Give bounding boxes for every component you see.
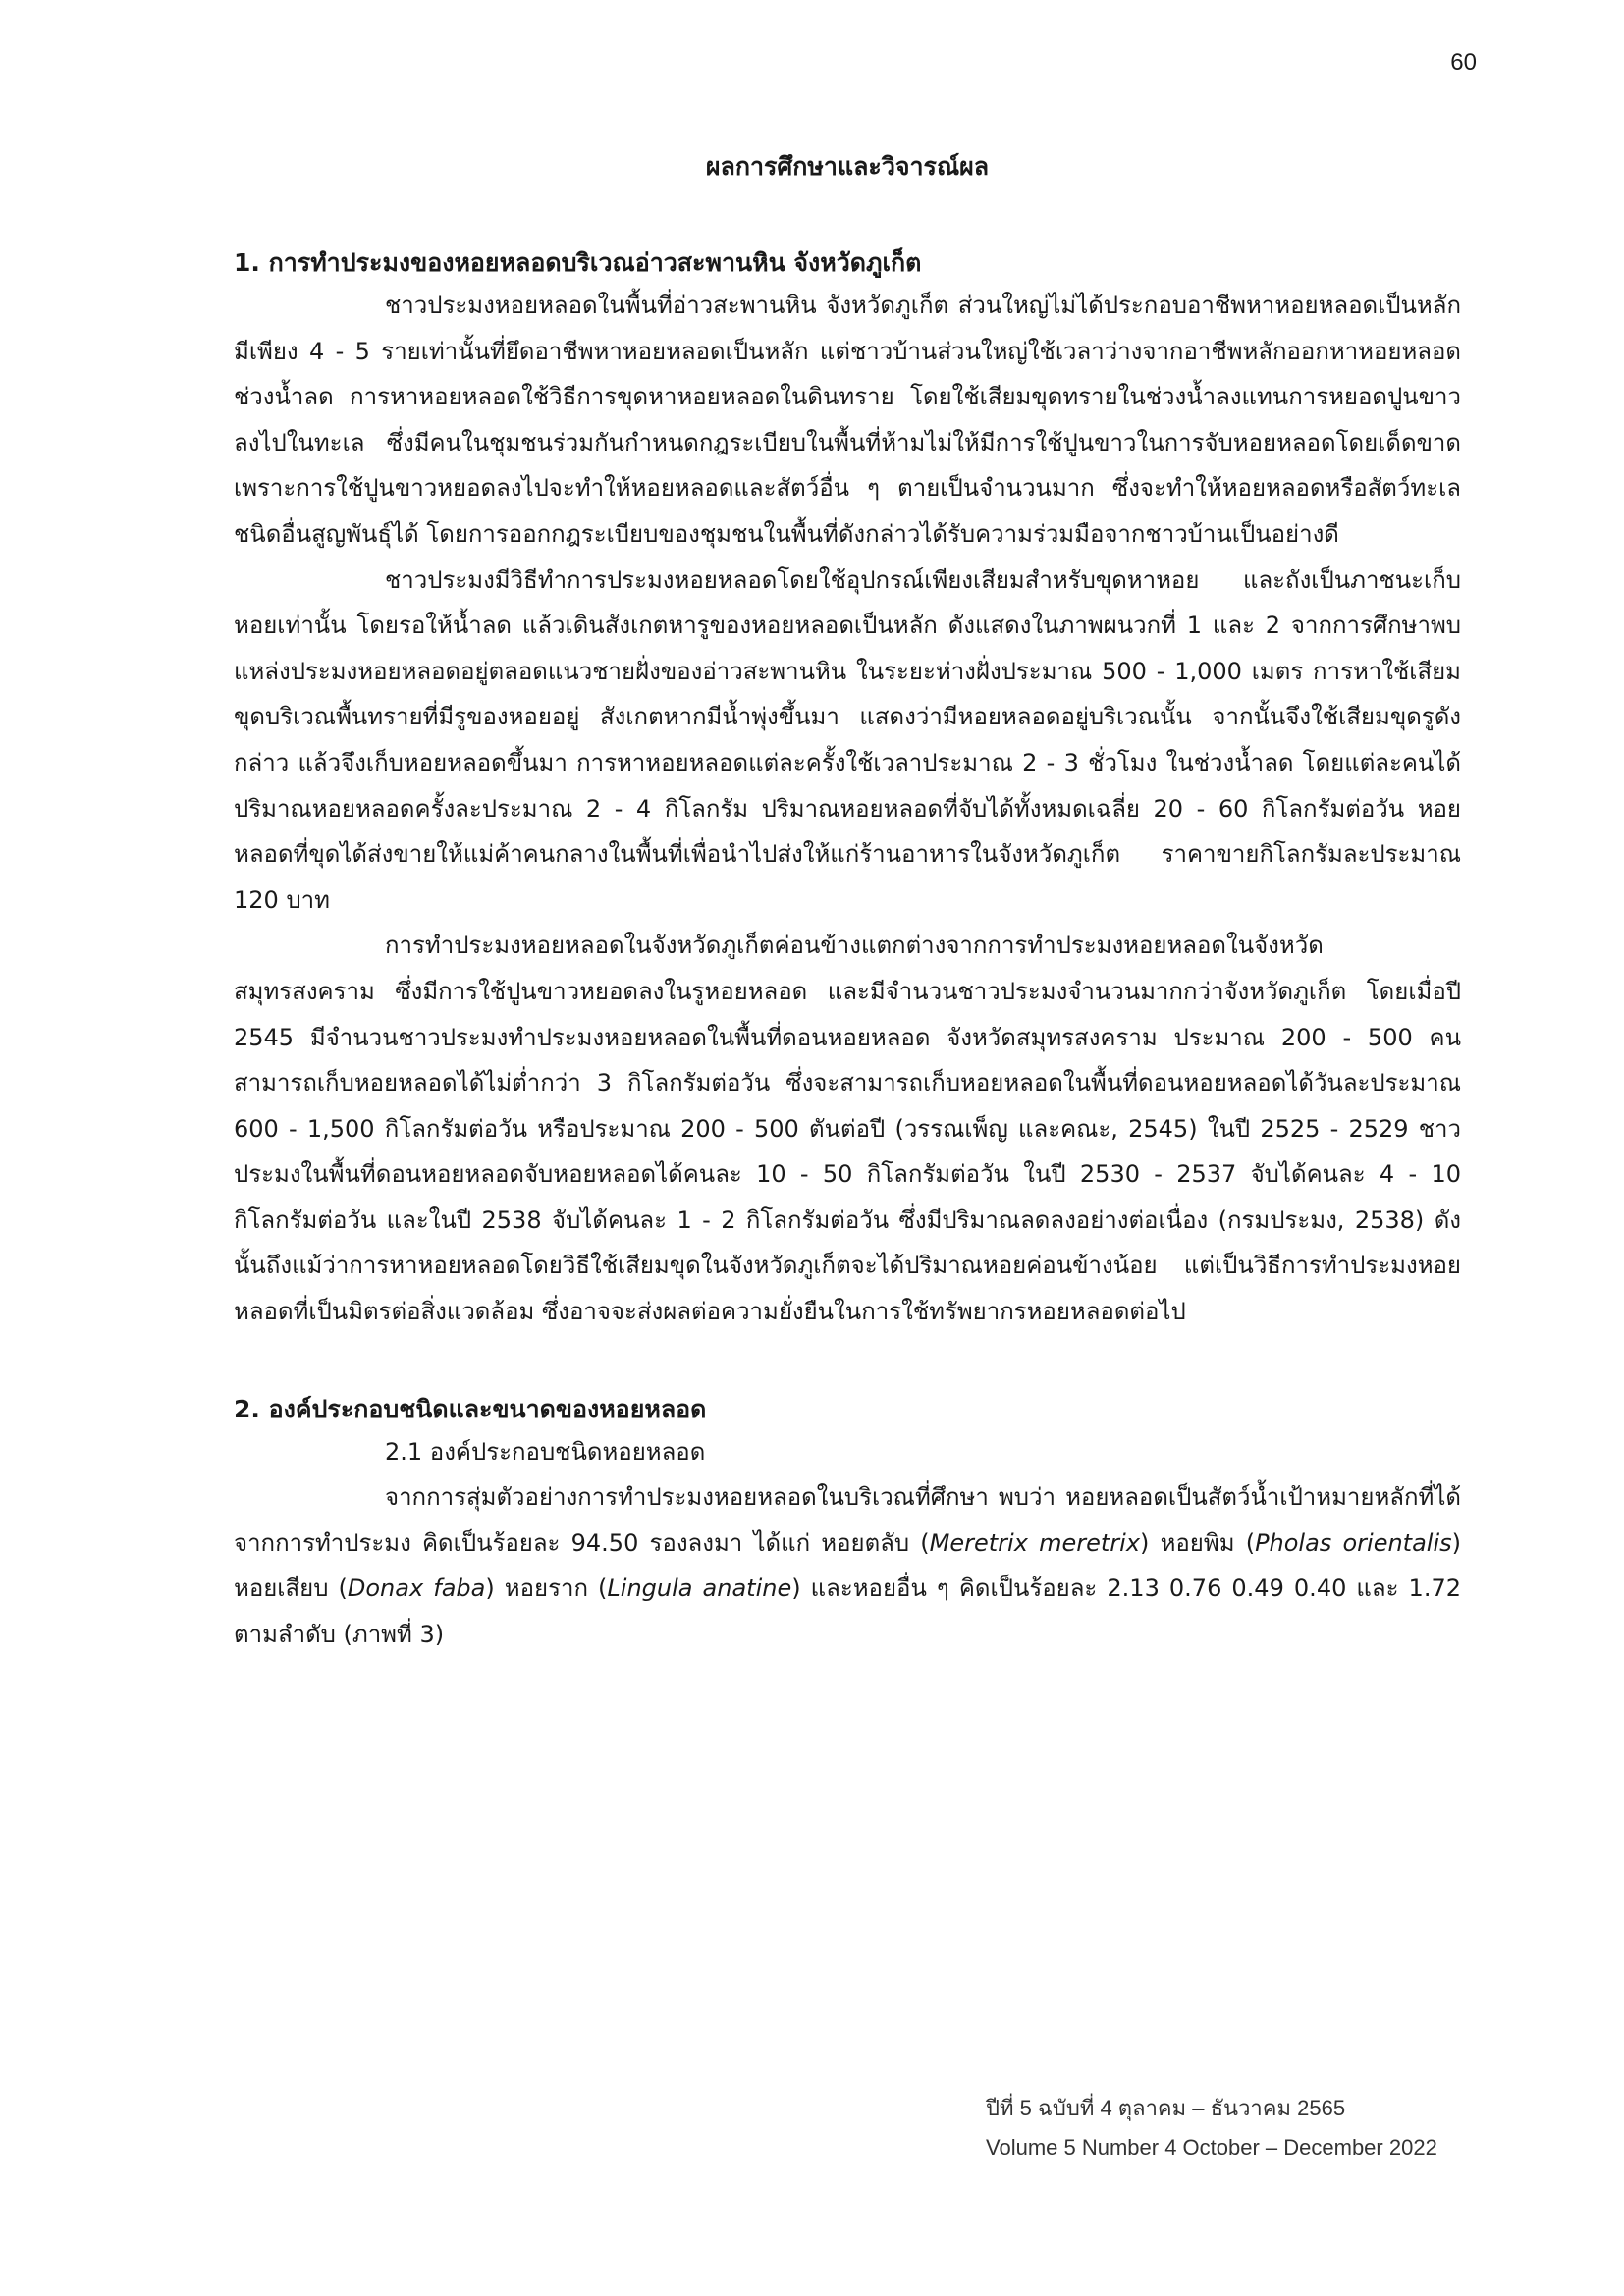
- species-pholas: Pholas orientalis: [1255, 1528, 1452, 1557]
- section-2-paragraph-1: [234, 1474, 1461, 1657]
- text-run: ) หอยพิม (: [1140, 1528, 1256, 1557]
- text-run: ) หอยเสียบ (: [234, 1528, 1462, 1603]
- text-run: จากการสุ่มตัวอย่างการทำประมงหอยหลอดในบริเวณที่ศึกษา พบว่า หอยหลอดเป็นสัตว์น้ำเป้าหมายหลักที่ได้จากการทำประมง คิดเป็นร้อยละ 94.50 รองลงมา ได้แก่ หอยตลับ (: [234, 1483, 1461, 1557]
- section-1-paragraph-3: การทำประมงหอยหลอดในจังหวัดภูเก็ตค่อนข้างแตกต่างจากการทำประมงหอยหลอดในจังหวัดสมุทรสงคราม ซึ่งมีการใช้ปูนขาวหยอดลงในรูหอยหลอด และมีจำนวนชาวประมงจำนวนมากกว่าจังหวัดภูเก็ต โดยเมื่อปี 2545 มีจำนวนชาวประมงทำประมงหอยหลอดในพื้นที่ดอนหอยหลอด จังหวัดสมุทรสงคราม ประมาณ 200 - 500 คน สามารถเก็บหอยหลอดได้ไม่ต่ำกว่า 3 กิโลกรัมต่อวัน ซึ่งจะสามารถเก็บหอยหลอดในพื้นที่ดอนหอยหลอดได้วันละประมาณ 600 - 1,500 กิโลกรัมต่อวัน หรือประมาณ 200 - 500 ตันต่อปี (วรรณเพ็ญ และคณะ, 2545) ในปี 2525 - 2529 ชาวประมงในพื้นที่ดอนหอยหลอดจับหอยหลอดได้คนละ 10 - 50 กิโลกรัมต่อวัน ในปี 2530 - 2537 จับได้คนละ 4 - 10 กิโลกรัมต่อวัน และในปี 2538 จับได้คนละ 1 - 2 กิโลกรัมต่อวัน ซึ่งมีปริมาณลดลงอย่างต่อเนื่อง (กรมประมง, 2538) ดังนั้นถึงแม้ว่าการหาหอยหลอดโดยวิธีใช้เสียมขุดในจังหวัดภูเก็ตจะได้ปริมาณหอยค่อนข้างน้อย แต่เป็นวิธีการทำประมงหอยหลอดที่เป็นมิตรต่อสิ่งแวดล้อม ซึ่งอาจจะส่งผลต่อความยั่งยืนในการใช้ทรัพยากรหอยหลอดต่อไป: [234, 932, 1461, 1326]
- species-meretrix: Meretrix meretrix: [929, 1528, 1141, 1557]
- section-1-paragraph-1: ชาวประมงหอยหลอดในพื้นที่อ่าวสะพานหิน จังหวัดภูเก็ต ส่วนใหญ่ไม่ได้ประกอบอาชีพหาหอยหลอดเป็นหลัก มีเพียง 4 - 5 รายเท่านั้นที่ยึดอาชีพหาหอยหลอดเป็นหลัก แต่ชาวบ้านส่วนใหญ่ใช้เวลาว่างจากอาชีพหลักออกหาหอยหลอดช่วงน้ำลด การหาหอยหลอดใช้วิธีการขุดหาหอยหลอดในดินทราย โดยใช้เสียมขุดทรายในช่วงน้ำลงแทนการหยอดปูนขาวลงไปในทะเล ซึ่งมีคนในชุมชนร่วมกันกำหนดกฎระเบียบในพื้นที่ห้ามไม่ให้มีการใช้ปูนขาวในการจับหอยหลอดโดยเด็ดขาด เพราะการใช้ปูนขาวหยอดลงไปจะทำให้หอยหลอดและสัตว์อื่น ๆ ตายเป็นจำนวนมาก ซึ่งจะทำให้หอยหลอดหรือสัตว์ทะเลชนิดอื่นสูญพันธุ์ได้ โดยการออกกฎระเบียบของชุมชนในพื้นที่ดังกล่าวได้รับความร่วมมือจากชาวบ้านเป็นอย่างดี: [234, 292, 1461, 548]
- section-2-heading: 2. องค์ประกอบชนิดและขนาดของหอยหลอด: [234, 1394, 707, 1423]
- section-1-paragraph-2: ชาวประมงมีวิธีทำการประมงหอยหลอดโดยใช้อุปกรณ์เพียงเสียมสำหรับขุดหาหอย และถังเป็นภาชนะเก็บหอยเท่านั้น โดยรอให้น้ำลด แล้วเดินสังเกตหารูของหอยหลอดเป็นหลัก ดังแสดงในภาพผนวกที่ 1 และ 2 จากการศึกษาพบแหล่งประมงหอยหลอดอยู่ตลอดแนวชายฝั่งของอ่าวสะพานหิน ในระยะห่างฝั่งประมาณ 500 - 1,000 เมตร การหาใช้เสียมขุดบริเวณพื้นทรายที่มีรูของหอยอยู่ สังเกตหากมีน้ำพุ่งขึ้นมา แสดงว่ามีหอยหลอดอยู่บริเวณนั้น จากนั้นจึงใช้เสียมขุดรูดังกล่าว แล้วจึงเก็บหอยหลอดขึ้นมา การหาหอยหลอดแต่ละครั้งใช้เวลาประมาณ 2 - 3 ชั่วโมง ในช่วงน้ำลด โดยแต่ละคนได้ปริมาณหอยหลอดครั้งละประมาณ 2 - 4 กิโลกรัม ปริมาณหอยหลอดที่จับได้ทั้งหมดเฉลี่ย 20 - 60 กิโลกรัมต่อวัน หอยหลอดที่ขุดได้ส่งขายให้แม่ค้าคนกลางในพื้นที่เพื่อนำไปส่งให้แก่ร้านอาหารในจังหวัดภูเก็ต ราคาขายกิโลกรัมละประมาณ 120 บาท: [234, 565, 1461, 914]
- species-donax: Donax faba: [347, 1575, 486, 1603]
- text-run: ) หอยราก (: [485, 1575, 608, 1603]
- text-run: ) และหอยอื่น ๆ คิดเป็นร้อยละ 2.13 0.76 0.49 0.40 และ 1.72 ตามลำดับ (ภาพที่ 3): [234, 1575, 1461, 1649]
- journal-footer: [986, 2089, 1437, 2167]
- species-lingula: Lingula anatine: [607, 1575, 792, 1603]
- page-title: ผลการศึกษาและวิจารณ์ผล: [705, 152, 990, 181]
- footer-english: Volume 5 Number 4 October – December 2022: [986, 2135, 1437, 2160]
- page-content: [234, 147, 1461, 1658]
- section-2-1-subheading: 2.1 องค์ประกอบชนิดหอยหลอด: [385, 1437, 706, 1466]
- footer-thai: ปีที่ 5 ฉบับที่ 4 ตุลาคม – ธันวาคม 2565: [986, 2096, 1346, 2120]
- section-1-heading: 1. การทำประมงของหอยหลอดบริเวณอ่าวสะพานหิน จังหวัดภูเก็ต: [234, 248, 922, 277]
- page-number: 60: [1450, 49, 1477, 76]
